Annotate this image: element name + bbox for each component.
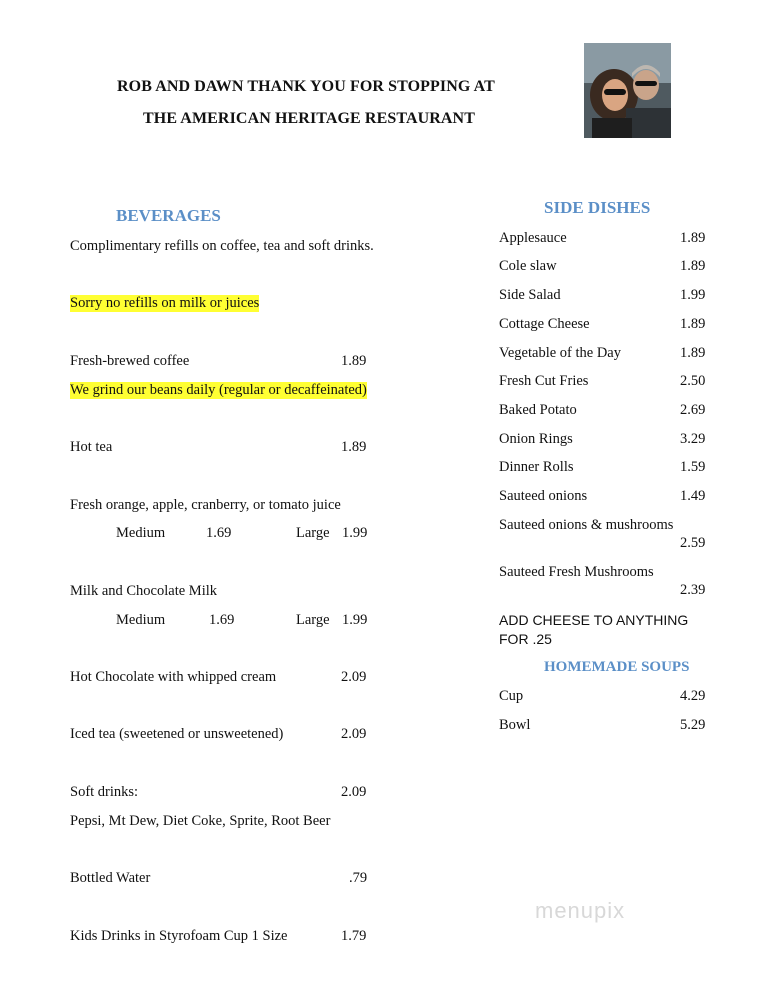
juice-name: Fresh orange, apple, cranberry, or tomato juice — [70, 497, 341, 513]
milk-large-price: 1.99 — [342, 612, 368, 628]
hot-tea-price: 1.89 — [341, 439, 367, 455]
cheese-note-line-2: FOR .25 — [499, 631, 552, 647]
water-name: Bottled Water — [70, 870, 151, 886]
side-item-price: 2.69 — [680, 402, 706, 418]
side-item-name: Cole slaw — [499, 258, 557, 274]
side-item-price: 1.89 — [680, 258, 706, 274]
side-item-price: 2.59 — [680, 535, 706, 551]
water-price: .79 — [349, 870, 368, 886]
menupix-watermark: menupix — [535, 898, 626, 923]
side-item-name: Vegetable of the Day — [499, 345, 621, 361]
side-dishes-heading: SIDE DISHES — [544, 198, 651, 217]
hot-chocolate-price: 2.09 — [341, 669, 367, 685]
juice-medium-price: 1.69 — [206, 525, 232, 541]
coffee-price: 1.89 — [341, 353, 367, 369]
hot-tea-name: Hot tea — [70, 439, 113, 455]
side-item-price: 1.89 — [680, 316, 706, 332]
header-line-2: THE AMERICAN HERITAGE RESTAURANT — [143, 110, 475, 127]
soft-drinks-name: Soft drinks: — [70, 784, 139, 800]
iced-tea-name: Iced tea (sweetened or unsweetened) — [70, 726, 284, 742]
side-item-name: Dinner Rolls — [499, 459, 574, 475]
soft-drinks-list: Pepsi, Mt Dew, Diet Coke, Sprite, Root Beer — [70, 813, 331, 829]
kids-drinks-price: 1.79 — [341, 928, 367, 944]
side-item-price: 1.49 — [680, 488, 706, 504]
coffee-name: Fresh-brewed coffee — [70, 353, 190, 369]
iced-tea-price: 2.09 — [341, 726, 367, 742]
side-item-price: 1.89 — [680, 230, 706, 246]
owners-photo — [584, 43, 671, 138]
header-line-1: ROB AND DAWN THANK YOU FOR STOPPING AT — [117, 78, 495, 95]
milk-medium-price: 1.69 — [209, 612, 235, 628]
soft-drinks-price: 2.09 — [341, 784, 367, 800]
cheese-note-line-1: ADD CHEESE TO ANYTHING — [499, 612, 689, 628]
owners-photo-illustration — [584, 43, 671, 138]
side-item-price: 1.59 — [680, 459, 706, 475]
side-item-name: Onion Rings — [499, 431, 573, 447]
side-item-price: 3.29 — [680, 431, 706, 447]
side-item-price: 1.99 — [680, 287, 706, 303]
juice-medium-label: Medium — [116, 525, 166, 541]
juice-large-label: Large — [296, 525, 330, 541]
side-item-name: Sauteed Fresh Mushrooms — [499, 564, 654, 580]
juice-large-price: 1.99 — [342, 525, 368, 541]
side-item-name: Sauteed onions & mushrooms — [499, 517, 674, 533]
side-item-price: 1.89 — [680, 345, 706, 361]
side-item-price: 2.50 — [680, 373, 706, 389]
soup-item-price: 5.29 — [680, 717, 706, 733]
side-item-price: 2.39 — [680, 582, 706, 598]
milk-large-label: Large — [296, 612, 330, 628]
soup-item-price: 4.29 — [680, 688, 706, 704]
side-item-name: Side Salad — [499, 287, 561, 303]
soup-item-name: Cup — [499, 688, 524, 704]
no-refills-note: Sorry no refills on milk or juices — [70, 295, 260, 311]
beverages-heading: BEVERAGES — [116, 206, 221, 225]
kids-drinks-name: Kids Drinks in Styrofoam Cup 1 Size — [70, 928, 288, 944]
refills-note: Complimentary refills on coffee, tea and soft drinks. — [70, 238, 374, 254]
milk-medium-label: Medium — [116, 612, 166, 628]
side-item-name: Fresh Cut Fries — [499, 373, 589, 389]
side-item-name: Sauteed onions — [499, 488, 588, 504]
soup-item-name: Bowl — [499, 717, 531, 733]
hot-chocolate-name: Hot Chocolate with whipped cream — [70, 669, 277, 685]
side-item-name: Baked Potato — [499, 402, 577, 418]
side-item-name: Cottage Cheese — [499, 316, 590, 332]
soups-heading: HOMEMADE SOUPS — [544, 659, 690, 675]
coffee-note: We grind our beans daily (regular or decaffeinated) — [70, 382, 367, 398]
milk-name: Milk and Chocolate Milk — [70, 583, 217, 599]
side-item-name: Applesauce — [499, 230, 567, 246]
